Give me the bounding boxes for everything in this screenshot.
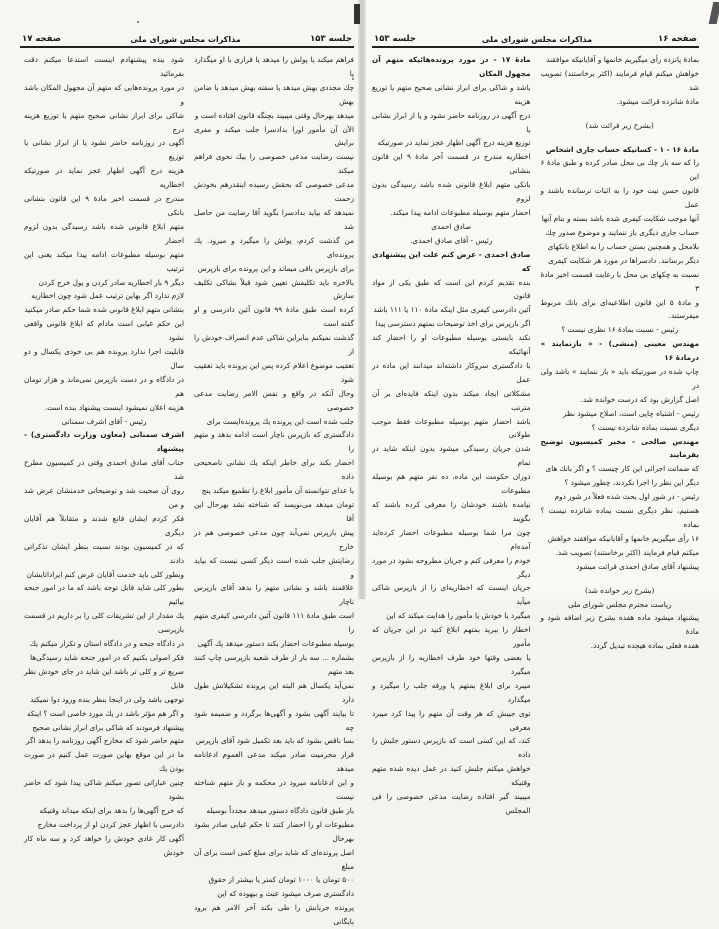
centered-line: صادق احمدی (431, 221, 472, 231)
text-line: میگیرد یا خودش یا مأمور را هدایت میکند که این (386, 611, 531, 621)
text-line: رئیس - اشتباه چاپی است، اصلاح میشود نظر (563, 408, 699, 418)
text-line: مطبوعات او را احضار کنند تا حکم غیابی صادر بشود بهرحال (194, 819, 354, 843)
text-line: دیگر برسانند. دادسراها در مورد هر شکایت کیفری (548, 255, 699, 265)
text-line: آنها موجب شکایت کیفری شده باشد بسته و بنام آنها (541, 214, 699, 224)
text-line: اخطار را ببرید بمتهم ابلاغ کنید در این جریان که مأمور (372, 625, 531, 649)
text-line: اخطاریه مندرج در قسمت آخر مادهٔ ۹ این قانون بنشانی (372, 152, 531, 176)
text-line: متهم ابلاغ قانونی شده باشد رسیدگی بدون لزوم احضار (24, 221, 184, 245)
text-line: قانون حسن نیت خود را به اثبات نرسانده باشند و عمل (540, 186, 699, 210)
text-line: دوران حکومت این ماده، ده نفر متهم هم بوسیله مطبوعات (372, 472, 531, 496)
text-line: بنده تقدیم کردم این است که طبق یکی از مواد قانون (372, 277, 531, 301)
text-line: فکر اصولی بکنیم که در امور جنحه شاید رسیدگی‌ها (30, 652, 184, 662)
text-line: دادرسی با اظهار عجز کردن او از پرداخت مخارج (37, 819, 184, 829)
text-line: مادهٔ شانزده قرائت میشود. (616, 96, 699, 106)
text-line: خودم را معرفی کنم و جریان مطروحه بشود در مورد دیگر (372, 555, 531, 579)
text-line: چك مجددی بهش میدهد یا سفته بهش میدهد یا ضامن بهش (194, 82, 354, 106)
speaker-line: صادق احمدی - عرض کنم علت این پیشنهادی که (372, 249, 531, 273)
centered-line: (بشرح زیر خوانده شد) (585, 585, 655, 595)
text-line: توزیع هزینه درج آگهی اظهار عجز نماید در صورتیکه (377, 138, 531, 148)
text-line: که در کمیسیون بودند نسبت بنظر ایشان تذکراتی دادند (24, 541, 184, 565)
text-line: و مادهٔ ۵ این قانون اطلاعیه‌ای برای بانك مربوط میفرستند. (540, 297, 699, 321)
text-line: رضایتش جلب شده است دیگر کسی نیست که بیاید و (194, 555, 354, 579)
text-line: یا عدای نتوانسته آن مأمور ابلاغ را تطمیع میکند پنج (201, 486, 354, 496)
text-line: بنشانی متهم ابلاغ قانونی شده شما حکم صادر میکنید (24, 305, 184, 315)
text-line: دادگستری که بازپرس ناچار است ادامه بدهد و متهم را (194, 430, 354, 454)
text-line: متهم بوسیله مطبوعات ادامه پیدا میکند یعنی این ترتیب (24, 249, 184, 273)
page-number: صفحه ۱۷ (22, 34, 61, 44)
text-line: رئیس - در شور اول بحث شده فعلاً در شور دوم (554, 492, 699, 502)
header-title: مذاکرات مجلس شورای ملی (481, 35, 593, 44)
text-line: خواهش میکنم قیام فرمایند (اکثر برخاستند) تصویب شد (540, 68, 699, 92)
text-line: دیگری نسبت بماده شانزده نیست ؟ (591, 422, 699, 432)
text-line: پرونده جریانش را طی بکند آخر الامر هم برود بایگانی (194, 903, 354, 927)
text-line: در دادگاه و در دست بازپرس نمی‌ماند و هزار تومان هم (24, 374, 184, 398)
header-title: مذاکرات مجلس شورای ملی (130, 35, 241, 44)
text-line: اگر بازپرس برای اخذ توضیحات بمتهم دسترسی پیدا (375, 319, 531, 329)
text-line: هزینه درج آگهی اظهار عجز نماید در صورتیکه اخطاریه (24, 166, 184, 190)
text-line: این حکم غیابی است مادام که ابلاغ قانونی واقعی نشود (24, 319, 184, 343)
text-line: علاقمند باشد و نشانی متهم را بدهد آقای بازپرس ناچار (194, 583, 354, 607)
text-line: برای بازپرس باقی میماند و این پرونده برای بازپرس (197, 263, 354, 273)
column-left (24, 53, 184, 929)
text-line: ۵۰۰ تومان یا ۱۰۰۰ تومان کمتر یا بیشتر از حقوق (208, 875, 354, 885)
text-line: درج آگهی در روزنامه حاضر نشود و یا از ابراز نشانی یا (372, 110, 531, 134)
text-line: قابلیت اجرا ندارد پرونده هم بی خودی یکسال و دو سال (24, 347, 184, 370)
text-line: چنین عباراتی تصور میکنم شاکی پیدا شود که حاضر بشود (24, 778, 184, 802)
scan-edge-mark (354, 4, 360, 24)
text-line: نمیدهد که بیاید بدادسرا بگوید آقا رضایت من حاصل شد (194, 207, 354, 231)
text-line: بسا ناقص بشود که باید بعد تکمیل شود آقای بازپرس (195, 736, 354, 746)
text-line: سریع تر و کلی تر باشد این شاید در جای خودش نظر قابل (24, 666, 184, 690)
column-right (541, 53, 700, 818)
text-line: گذشت نمیکنم بنابراین شاکی عدم انصراف خودش را از (194, 333, 354, 357)
text-line: چون مرا شما بوسیله مطبوعات احضار کرده‌اید آمده‌ام (372, 527, 531, 551)
text-line: خواهش میکنم جلبش کنید در عمل دیده شده متهم وقتیکه (372, 764, 531, 788)
text-line: شاکی برای ابراز نشانی صحیح متهم یا توزیع هزینه درج (24, 110, 184, 134)
text-line: ۱۶ رأی میگیریم خانمها و آقایانیکه موافقند خواهش (547, 533, 699, 543)
text-line: متهم حاضر شود که مخارج آگهی روزنامه را بدهد اگر (26, 736, 184, 746)
text-line: باشد و شاکی برای ابراز نشانی صحیح متهم یا توزیع هزینه (372, 82, 531, 106)
text-line: توجهی باشد ولی در اینجا بنظر بنده ورود دوا نمیکند (30, 694, 184, 704)
book-gutter (358, 0, 366, 599)
text-line: هستیم، نظر دیگری نسبت بماده شانزده نیست ؟ بماده (540, 506, 699, 529)
text-line: تومان میدهد می‌نویسد که شناخته نشد بهرحال این آقا (194, 500, 354, 523)
text-line: نیست رضایت مدعی خصوصی را بیك نحوی فراهم میکند (194, 152, 354, 176)
text-line: هزینه اعلان نمیشود اینست پیشنهاد بنده است. (44, 402, 184, 412)
text-line: نمی‌آید یکسال هم البته این پرونده تشکیلاتش طول دارد (194, 680, 354, 704)
speaker-line: مهندس معینی (منشی) - « بازنمایند » درمادهٔ ۱۶ (540, 339, 699, 363)
text-line: که ضمانت اجرائی این کار چیست ؟ و اگر بانك های (545, 464, 699, 474)
text-line: جناب آقای صادق احمدی وقتی در کمیسیون مطرح شد (24, 458, 184, 482)
text-line: کند، که این کسی است که بازپرس دستور جلبش را داده (372, 736, 531, 760)
scan-speck (137, 21, 139, 23)
text-line: شود بنده پیشنهادم اینست استدعا میکنم دقت بفرمائید (24, 55, 184, 78)
left-page-header (20, 30, 354, 48)
text-line: بانکی متهم ابلاغ قانونی شده باشد رسیدگی بدون لزوم (372, 180, 531, 204)
centered-line: رئیس - آقای صادق احمدی. (410, 235, 493, 245)
text-line: بالاخره باید تکلیفش تعیین شود قبلاً بشاکی تکلیف سازش (194, 277, 354, 301)
text-line: مندرج در قسمت اخیر مادهٔ ۹ این قانون بنشانی بانکی (24, 194, 184, 217)
text-line: است طبق مادهٔ ۱۱۱ قانون آئین دادرسی کیفری متهم را (194, 611, 354, 635)
text-line: آگهی کار عادی خودش را خواهد کرد و سه ماه کار خودش (24, 833, 184, 857)
text-line: بشماره ... سه بار از طرف شعبه بازپرسی چاپ کنند بعد متهم (194, 652, 354, 676)
text-line: بمادهٔ پانزده رأی میگیریم خانمها و آقایانیکه موافقند (546, 55, 699, 64)
centered-line: (بشرح زیر قرائت شد) (585, 120, 654, 130)
text-line: مدعی خصوصی که بحقش رسیده اینقدرهم بخودش زحمت (194, 180, 354, 204)
text-line: قرار مجرمیت صادر میکند مدعی العموم ادعانامه میدهد (194, 750, 354, 774)
text-line: کرده است طبق مادهٔ ۹۹ قانون آئین دادرسی و او گفته است (194, 305, 354, 329)
text-line: دیگر این نظر را اجرا نکردند، چطور میشود ؟ (564, 478, 699, 488)
text-line: من گذشت کردم، پولش را میگیرد و میرود. یك پرونده‌ای (194, 235, 354, 259)
scan-speck (352, 78, 354, 80)
text-line: تعقیب موضوع اعلام کرده پس این پرونده باید تعقیب شود (194, 360, 354, 384)
text-line: دادگستری صرف میشود عبث و بیهوده که این (217, 889, 354, 899)
text-line: نسبت به چکهای بی محل با رعایت قسمت اخیر مادهٔ ۳ (540, 269, 699, 293)
paragraph-spacer (541, 109, 700, 119)
speaker-line: مادهٔ ۱۷ - در مورد پرونده‌هائیکه متهم آن مجهول المکان (372, 55, 531, 78)
text-line: جریان اینست که اخطاریه‌ای را از بازپرس شاکی میآید (372, 583, 531, 607)
session-label: جلسه ۱۵۳ (310, 34, 352, 44)
text-line: آگهی در روزنامه حاضر نشود یا از ابراز نشانی یا توزیع (24, 138, 184, 162)
centered-line: رئیس - آقای اشرف سمنانی (61, 416, 147, 426)
speaker-line: مادهٔ ۱۶ - ۱ - کسانیکه حساب جاری اشخاص (545, 144, 699, 154)
left-page-columns (20, 53, 354, 929)
text-line: جلب شده است این پرونده یك پرونده‌ایست برای (206, 416, 354, 426)
text-line: اصل پرونده‌ای که شاید برای مبلغ کمی است برای آن مبلغ (194, 847, 354, 871)
text-line: هفده فعلی بماده هیجده تبدیل گردد. (590, 641, 699, 651)
text-line: شدن جریان رسیدگی میشود بدون اینکه شاید در تمام (372, 444, 531, 468)
paragraph-spacer (541, 574, 700, 584)
text-line: مشکلاتی ایجاد میکند بدون اینکه فایده‌ای بر آن مترتب (372, 388, 531, 412)
paragraph-spacer (541, 133, 700, 143)
text-line: پیشنهاد آقای صادق احمدی قرائت میشود (576, 561, 699, 571)
column-right (194, 53, 354, 929)
text-line: با دادگستری سروکار داشته‌اند میدانند این ماده در عمل (372, 360, 531, 384)
speaker-line: اشرف سمنانی (معاون وزارت دادگستری) - پیشنهاد (24, 430, 184, 454)
page-number: صفحه ۱۶ (658, 34, 697, 44)
text-line: و اگر هم مؤثر باشد در یك مورد خاصی است ؟ اینکه (26, 708, 184, 718)
text-line: الآن آن مأمور اورا بدادسرا جلب میکند و مفری برایش (194, 124, 354, 148)
text-line: وحال آنکه در واقع و نفس الامر رضایت مدعی خصوصی (194, 388, 354, 412)
text-line: پیش بازپرس نمی‌آید چون مدعی خصوصی هم در خارج (194, 527, 354, 551)
text-line: پیشنهاد میشود ماده هفده بشرح زیر اضافه شود و مادهٔ (540, 613, 699, 637)
text-line: چاپ شده در صورتیکه باید « باز ننمایند » باشد ولی در (540, 367, 699, 390)
text-line: یك مقدار از این تشریفات کلی را بر داریم در قسمت بازپرسی (24, 611, 184, 635)
text-line: بطور کلی شاید قابل توجه باشد که ما در امور جنحه بیائیم (24, 583, 184, 607)
text-line: میبرد برای ابلاغ بمتهم یا ورقه جلب را میگیرد و میگذارد (372, 680, 531, 704)
text-line: یا بعضی وقتها خود طرف اخطاریه را از بازپرس میگیرد (372, 652, 531, 676)
text-line: و این ادعانامه میرود در محکمه و باز متهم شناخته نیست (194, 778, 354, 802)
text-line: پیشنهاد فرمودند که شاکی برای ابراز نشانی صحیح (32, 722, 184, 732)
text-line: بوسیله مطبوعات احضار بکند دستور میدهد یك آگهی (197, 639, 354, 649)
text-line: بلامحل و همچنین بستن حساب را به اطلاع بانکهای (547, 241, 699, 251)
text-line: که خرج آگهی‌ها را بدهد برای اینکه میداند وقتیکه (39, 805, 184, 815)
text-line: دیگر ۹ بار اخطاریه صادر کردن و پول خرج کردن (38, 277, 184, 287)
text-line: فکر کردم ایشان قانع شدند و متقابلاً هم آقایان دیگری (24, 513, 184, 537)
text-line: در دادگاه جنحه و در دادگاه استان و تکرار میکنم یك (29, 639, 184, 649)
text-line: نیامده باشند خودشان را معرفی کرده باشند که بگویند (372, 500, 531, 523)
right-page-header (372, 30, 699, 48)
text-line: نکند بایستی بوسیله مطبوعات او را احضار کند آنهائیکه (372, 333, 531, 357)
text-line: لازم ندارد اگر بهاین ترتیب عمل شود چون اخطاریه (31, 291, 184, 301)
text-line: فراهم میکند یا پولش را میدهد یا قراری با او میگذارد یا (194, 55, 354, 78)
centered-line: ریاست محترم مجلس شورای ملی (567, 599, 672, 609)
text-line: احضار متهم بوسیله مطبوعات ادامه پیدا میکند. (390, 207, 531, 217)
text-line: در مورد پرونده‌هایی که متهم آن مجهول المکان باشد و (24, 82, 184, 106)
text-line: اصل گزارش بود که درست خوانده شد. (580, 394, 699, 404)
right-page (362, 0, 719, 815)
text-line: احضار بکند برای خاطر اینکه یك نشانی ناصحیحی داده (194, 458, 354, 482)
text-line: حساب جاری دیگری باز ننمایند و موضوع صدور چك (545, 227, 699, 237)
text-line: را که سه بار چك بی محل صادر کرده و طبق مادهٔ ۶ این (540, 158, 699, 182)
centered-line: رئیس - نسبت بمادهٔ ۱۶ نظری نیست ؟ (561, 325, 679, 335)
text-line: تا بیایند آگهی بشود و آگهی‌ها برگردد و ضمیمه شود چه (194, 708, 354, 732)
text-line: میکنم قیام فرمایند (اکثر برخاستند) تصویب شد. (555, 547, 699, 557)
text-line: آئین دادرسی کیفری مثل اینکه مادهٔ ۱۱۰ یا ۱۱۱ باشد (373, 305, 531, 315)
text-line: باشد احضار متهم بوسیله مطبوعات فقط موجب طولانی (372, 416, 531, 440)
text-line: میبیند گیر افتاده رضایت مدعی خصوصی را فی المجلس (372, 792, 531, 815)
text-line: روی آن صحبت شد و توضیحاتی خدمتشان عرض شد و من (24, 486, 184, 509)
text-line: وبطور کلی باید خدمت آقایان عرض کنم ایراداتایشان (26, 569, 184, 579)
text-line: ما در این موقع بهاین صورت عمل کنیم در صورت بودن یك (24, 750, 184, 774)
speaker-line: مهندس صالحی - مخبر کمیسیون توضیح بفرمایند (540, 436, 699, 460)
text-line: میدهد بهرحال وقتی میبیند بچنگه قانون افتاده است و (194, 110, 354, 120)
text-line: باز طبق قانون دادگاه دستور میدهد مجدداً بوسیله (206, 805, 354, 815)
text-line: توی جیبش که هر وقت آن متهم را پیدا کرد میبرد معرفی (372, 708, 531, 732)
right-page-columns (372, 53, 699, 818)
column-left (372, 53, 531, 818)
session-label: جلسه ۱۵۳ (374, 34, 416, 44)
